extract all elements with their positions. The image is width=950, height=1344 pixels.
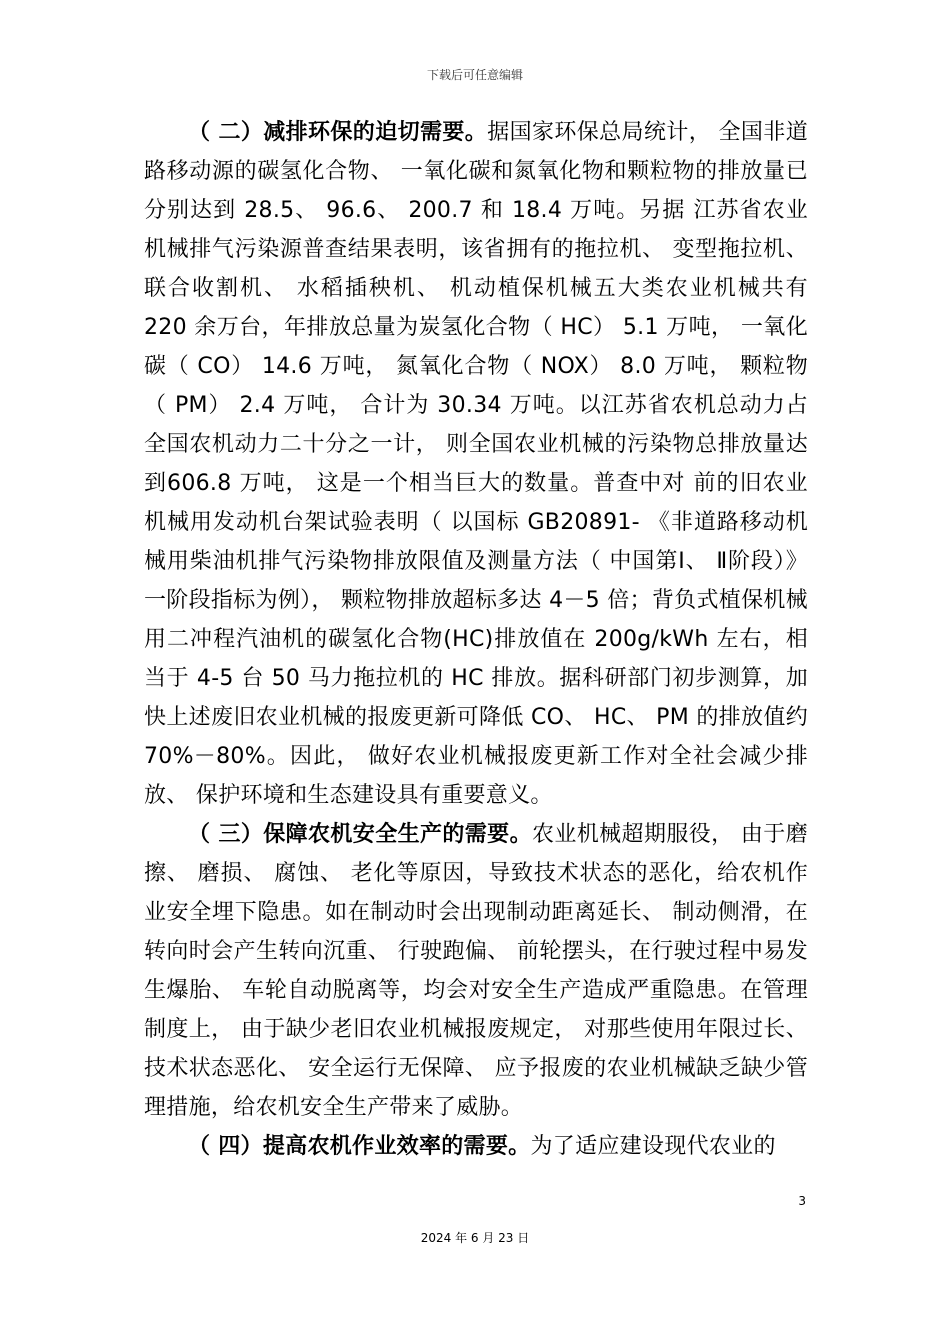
page-header: 下载后可任意编辑 [426, 68, 523, 82]
section-heading-4: （ 四）提高农机作业效率的需要。 [188, 1134, 531, 1159]
page-number: 3 [798, 1194, 806, 1208]
paragraph-text-2: 据国家环保总局统计， 全国非道路移动源的碳氢化合物、 一氧化碳和氮氧化物和颗粒物的排放量已分别达到 28.5、 96.6、 200.7 和 18.4 万吨。另据 江苏省农业机械排气污染源普查结果表明，该省拥有的拖拉机、 变型拖拉机、 联合收割机、 水稻插秧机、 机动植保机械五大类农业机械共有 220 余万台，年排放总量为炭氢化合物（ HC） 5.1 万吨， 一氧化碳（ CO） 14.6 万吨， 氮氧化合物（ NOX） 8.0 万吨， 颗粒物（ PM） 2.4 万吨， 合计为 30.34 万吨。以江苏省农机总动力占全国农机动力二十分之一计， 则全国农业机械的污染物总排放量达到606.8 万吨， 这是一个相当巨大的数量。普查中对 前的旧农业机械用发动机台架试验表明（ 以国标 GB20891- 《非道路移动机械用柴油机排气污染物排放限值及测量方法（ 中国第Ⅰ、 Ⅱ阶段）》一阶段指标为例）， 颗粒物排放超标多达 4－5 倍；背负式植保机械用二冲程汽油机的碳氢化合物(HC)排放值在 200g/kWh 左右，相当于 4-5 台 50 马力拖拉机的 HC 排放。据科研部门初步测算，加快上述废旧农业机械的报废更新可降低 CO、 HC、 PM 的排放值约 70%－80%。因此， 做好农业机械报废更新工作对全社会减少排放、 保护环境和生态建设具有重要意义。 [144, 120, 808, 808]
paragraph-4 [144, 1127, 808, 1166]
document-body [144, 113, 808, 1166]
paragraph-2 [144, 113, 808, 815]
section-heading-3: （ 三）保障农机安全生产的需要。 [188, 822, 532, 847]
paragraph-3 [144, 815, 808, 1127]
paragraph-text-4: 为了适应建设现代农业的 [530, 1134, 776, 1159]
paragraph-text-3: 农业机械超期服役， 由于磨擦、 磨损、 腐蚀、 老化等原因，导致技术状态的恶化，给农机作业安全埋下隐患。如在制动时会出现制动距离延长、 制动侧滑，在转向时会产生转向沉重、 行驶跑偏、 前轮摆头，在行驶过程中易发生爆胎、 车轮自动脱离等，均会对安全生产造成严重隐患。在管理制度上， 由于缺少老旧农业机械报废规定， 对那些使用年限过长、 技术状态恶化、 安全运行无保障、 应予报废的农业机械缺乏缺少管理措施，给农机安全生产带来了威胁。 [144, 822, 808, 1120]
section-heading-2: （ 二）减排环保的迫切需要。 [188, 120, 488, 145]
footer-date: 2024 年 6 月 23 日 [420, 1231, 530, 1245]
